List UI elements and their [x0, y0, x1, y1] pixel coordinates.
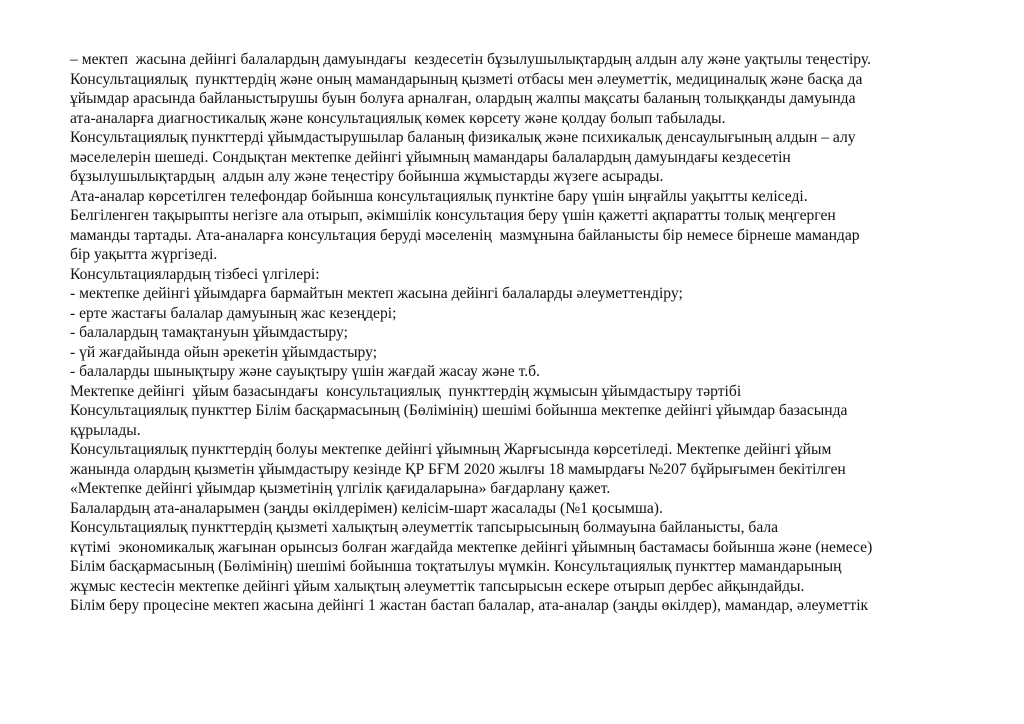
text-line: бір уақытта жүргізеді. [70, 246, 218, 263]
text-line: Консультациялық пункттердің және оның мамандарының қызметі отбасы мен әлеуметтік, медициналық және басқа да [70, 70, 863, 88]
text-line: жұмыс кестесін мектепке дейінгі ұйым халықтың әлеуметтік тапсырысын ескере отырып дербес айқындайды. [70, 577, 805, 595]
list-item: - балаларды шынықтыру және сауықтыру үшін жағдай жасау және т.б. [70, 363, 540, 380]
text-line: маманды тартады. Ата-аналарға консультация беруді мәселенің мазмұнына байланысты бір немесе бірнеше мамандар [70, 226, 860, 244]
text-line: ұйымдар арасында байланыстырушы буын болуға арналған, олардың жалпы мақсаты баланың толыққанды дамуында [70, 90, 856, 107]
text-line: құрылады. [70, 421, 141, 439]
text-line: бұзылушылықтардың алдын алу және теңестіру бойынша жұмыстарды жүзеге асырады. [70, 168, 664, 185]
text-line: жанында олардың қызметін ұйымдастыру кезінде ҚР БҒМ 2020 жылғы 18 мамырдағы №207 бұйрығымен бекітілген [70, 460, 846, 478]
text-line: мәселелерін шешеді. Сондықтан мектепке дейінгі ұйымның мамандары балалардың дамуындағы кездесетін [70, 148, 791, 166]
section-heading: Мектепке дейінгі ұйым базасындағы консультациялық пункттердің жұмысын ұйымдастыру тәртібі [70, 382, 742, 400]
text-line: «Мектепке дейінгі ұйымдар қызметінің үлгілік қағидаларына» бағдарлану қажет. [70, 480, 611, 497]
text-line: Консультациялық пункттердің қызметі халықтың әлеуметтік тапсырысының болмауына байланысты, бала [70, 519, 779, 536]
text-line: күтімі экономикалық жағынан орынсыз болған жағдайда мектепке дейінгі ұйымның бастамасы бойынша және (немесе) [70, 538, 873, 556]
text-line: ата-аналарға диагностикалық және консультациялық көмек көрсету және қолдау болып табылады. [70, 109, 726, 127]
text-line: Балалардың ата-аналарымен (заңды өкілдерімен) келісім-шарт жасалады (№1 қосымша). [70, 499, 663, 517]
list-item: - ерте жастағы балалар дамуының жас кезеңдері; [70, 304, 397, 322]
list-item: - мектепке дейінгі ұйымдарға бармайтын мектеп жасына дейінгі балаларды әлеуметтендіру; [70, 285, 683, 302]
text-line: Консультациялық пункттердің болуы мектепке дейінгі ұйымның Жарғысында көрсетіледі. Мектепке дейінгі ұйым [70, 441, 832, 458]
document-page [70, 50, 960, 616]
section-heading: Консультациялардың тізбесі үлгілері: [70, 265, 320, 283]
list-item: - үй жағдайында ойын әрекетін ұйымдастыру; [70, 343, 378, 361]
text-line: Консультациялық пункттер Білім басқармасының (Бөлімінің) шешімі бойынша мектепке дейінгі ұйымдар базасында [70, 402, 848, 419]
text-line: – мектеп жасына дейінгі балалардың дамуындағы кездесетін бұзылушылықтардың алдын алу және уақтылы теңестіру. [70, 51, 872, 68]
text-line: Белгіленген тақырыпты негізге ала отырып, әкімшілік консультация беру үшін қажетті ақпаратты толық меңгерген [70, 207, 836, 224]
text-line: Консультациялық пункттерді ұйымдастырушылар баланың физикалық және психикалық денсаулығының алдын – алу [70, 129, 856, 146]
list-item: - балалардың тамақтануын ұйымдастыру; [70, 324, 348, 341]
text-line: Білім басқармасының (Бөлімінің) шешімі бойынша тоқтатылуы мүмкін. Консультациялық пункттер мамандарының [70, 558, 842, 575]
text-line: Білім беру процесіне мектеп жасына дейінгі 1 жастан бастап балалар, ата-аналар (заңды өкілдер), мамандар, әлеуметтік [70, 597, 869, 614]
text-line: Ата-аналар көрсетілген телефондар бойынша консультациялық пунктіне бару үшін ыңғайлы уақытты келіседі. [70, 187, 808, 205]
